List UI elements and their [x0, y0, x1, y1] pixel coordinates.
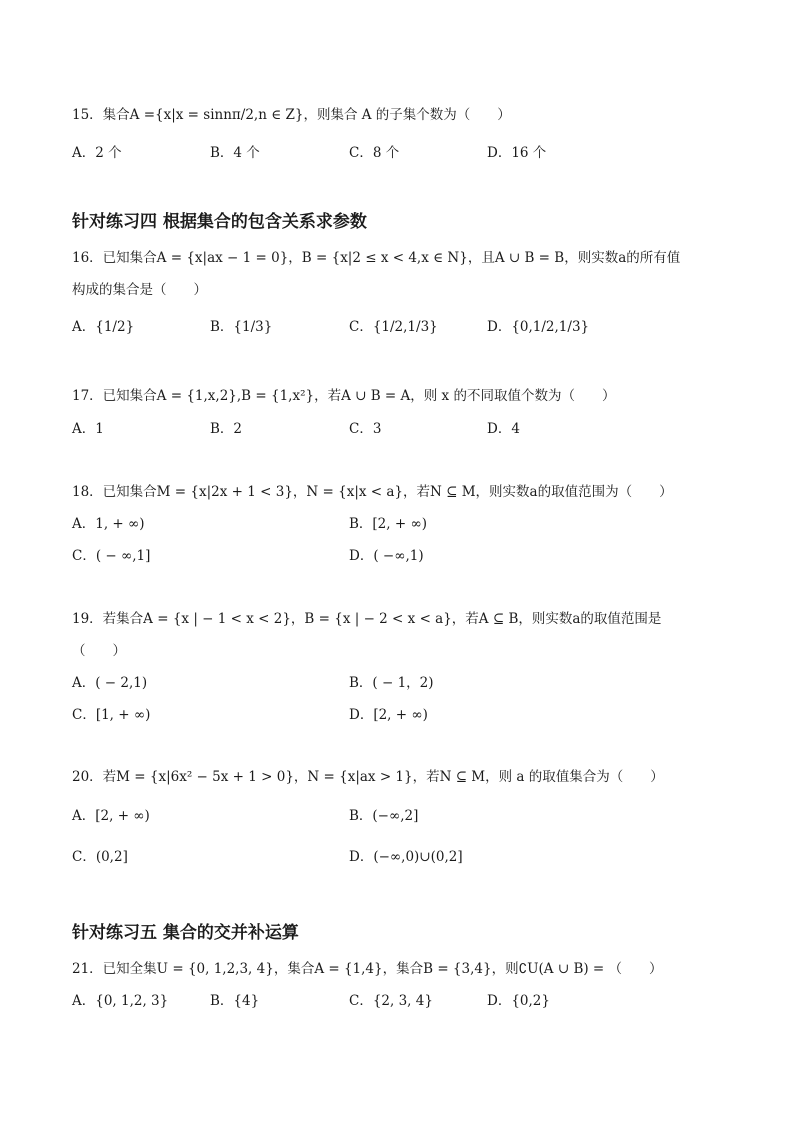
question-15-stem: 15．集合A ={x|x = sinnπ/2,n ∈ Z}，则集合 A 的子集个数为（ ） — [72, 107, 511, 123]
q17-option-d: D．4 — [487, 421, 520, 437]
question-21-stem: 21．已知全集U = {0, 1,2,3, 4}，集合A = {1,4}，集合B = {3,4}，则∁U(A ∪ B) = （ ） — [72, 961, 663, 977]
q20-option-a: A．[2, + ∞) — [72, 808, 150, 824]
q20-option-b: B．(−∞,2] — [349, 808, 419, 824]
q16-option-c: C．{1/2,1/3} — [349, 319, 438, 335]
q17-option-a: A．1 — [72, 421, 104, 437]
q18-option-c: C．( − ∞,1] — [72, 548, 151, 564]
q19-option-a: A．( − 2,1) — [72, 675, 148, 691]
q16-option-d: D．{0,1/2,1/3} — [487, 319, 590, 335]
question-20-stem: 20．若M = {x|6x² − 5x + 1 > 0}，N = {x|ax > 1}，若N ⊆ M，则 a 的取值集合为（ ） — [72, 769, 664, 785]
q18-option-a: A．1, + ∞) — [72, 516, 145, 532]
q18-option-d: D．( −∞,1) — [349, 548, 424, 564]
q17-option-b: B．2 — [210, 421, 243, 437]
q15-option-c: C．8 个 — [349, 145, 400, 161]
q19-option-c: C．[1, + ∞) — [72, 707, 151, 723]
q15-option-d: D．16 个 — [487, 145, 547, 161]
q21-option-a: A．{0, 1,2, 3} — [72, 993, 169, 1009]
question-19-stem-line1: 19．若集合A = {x | − 1 < x < 2}，B = {x | − 2 < x < a}，若A ⊆ B，则实数a的取值范围是 — [72, 611, 662, 627]
q21-option-d: D．{0,2} — [487, 993, 550, 1009]
q15-option-b: B．4 个 — [210, 145, 260, 161]
q20-option-c: C．(0,2] — [72, 849, 128, 865]
question-17-stem: 17．已知集合A = {1,x,2},B = {1,x²}，若A ∪ B = A，则 x 的不同取值个数为（ ） — [72, 388, 616, 404]
q16-option-b: B．{1/3} — [210, 319, 273, 335]
section-4-heading: 针对练习四 根据集合的包含关系求参数 — [72, 212, 367, 232]
question-19-stem-line2: （ ） — [72, 643, 126, 659]
q18-option-b: B．[2, + ∞) — [349, 516, 427, 532]
q21-option-b: B．{4} — [210, 993, 260, 1009]
question-16-stem-line1: 16．已知集合A = {x|ax − 1 = 0}，B = {x|2 ≤ x < 4,x ∈ N}，且A ∪ B = B，则实数a的所有值 — [72, 250, 681, 266]
section-5-heading: 针对练习五 集合的交并补运算 — [72, 923, 299, 943]
q16-option-a: A．{1/2} — [72, 319, 135, 335]
q19-option-b: B．( − 1，2) — [349, 675, 434, 691]
q17-option-c: C．3 — [349, 421, 382, 437]
q20-option-d: D．(−∞,0)∪(0,2] — [349, 849, 463, 865]
q21-option-c: C．{2, 3, 4} — [349, 993, 433, 1009]
q15-option-a: A．2 个 — [72, 145, 122, 161]
q19-option-d: D．[2, + ∞) — [349, 707, 428, 723]
question-16-stem-line2: 构成的集合是（ ） — [72, 282, 207, 298]
question-18-stem: 18．已知集合M = {x|2x + 1 < 3}，N = {x|x < a}，若N ⊆ M，则实数a的取值范围为（ ） — [72, 484, 673, 500]
